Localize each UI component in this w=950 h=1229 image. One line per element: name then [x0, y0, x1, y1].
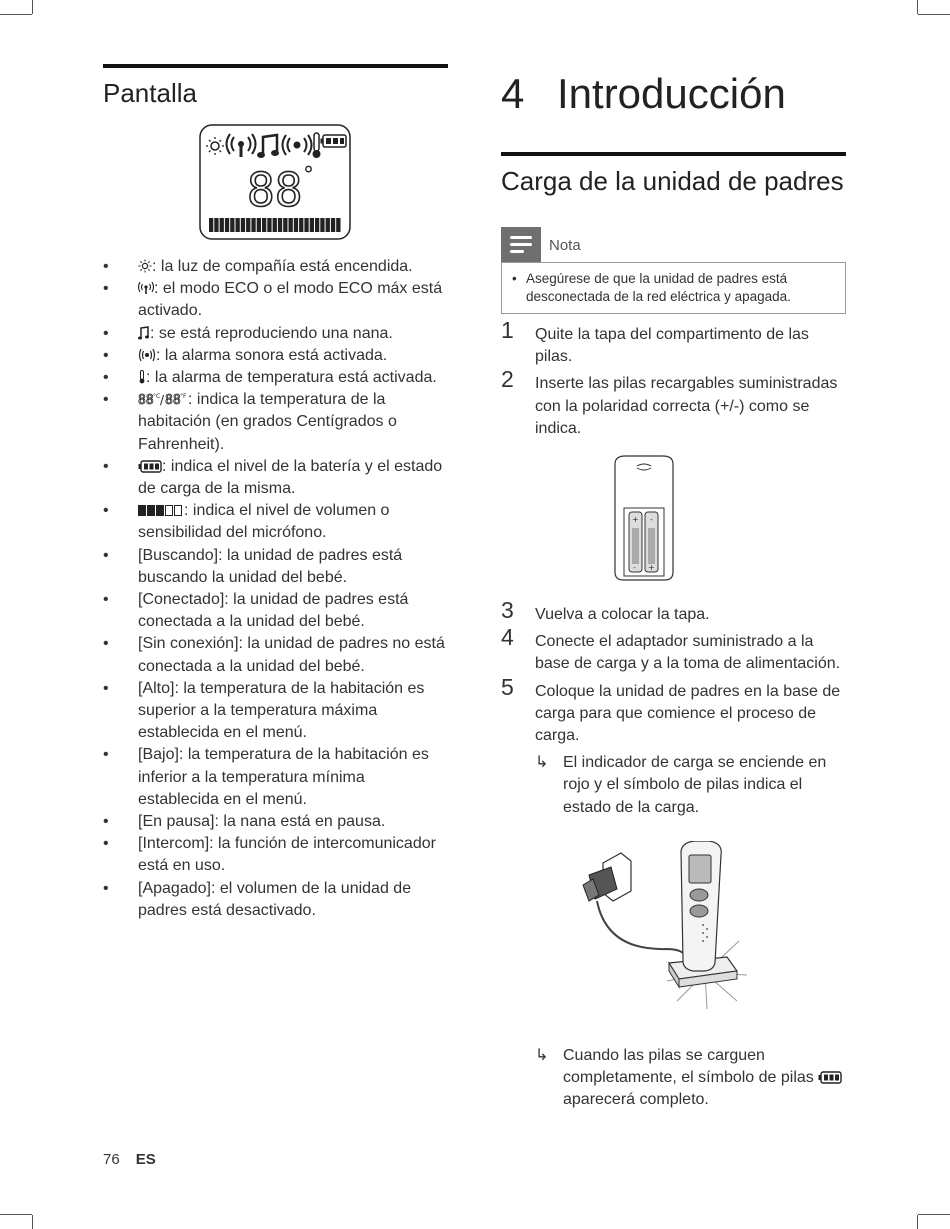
volume-segment: [220, 218, 224, 232]
left-column: [103, 64, 448, 922]
display-icon-list: [103, 256, 448, 922]
step-item: [501, 673, 846, 748]
item-term: [Conectado]: [138, 591, 225, 609]
step-text: Vuelva a colocar la tapa.: [535, 606, 710, 624]
item-description: : la luz de compañía está encendida.: [152, 258, 413, 275]
svg-text:88: 88: [138, 393, 154, 407]
bullet-icon: •: [103, 369, 109, 387]
crop-mark: [918, 1214, 950, 1215]
parent-unit-back-icon: [609, 454, 679, 584]
result-arrow-icon: ↳: [535, 1046, 549, 1064]
battery-full-icon: [818, 1071, 842, 1084]
note-box: [501, 262, 846, 314]
svg-text:-: -: [633, 563, 636, 573]
bullet-icon: •: [103, 346, 109, 364]
step-text: Conecte el adaptador suministrado a la base de carga y a la toma de alimentación.: [535, 633, 841, 673]
volume-segment: [299, 218, 303, 232]
lcd-icon: [199, 124, 351, 240]
item-term: [En pausa]: [138, 813, 215, 831]
display-list-item: [103, 500, 448, 544]
charging-base-icon: [577, 841, 747, 1011]
step-text: Quite la tapa del compartimento de las pilas.: [535, 326, 809, 366]
crop-mark: [917, 0, 918, 14]
crop-mark: [32, 1215, 33, 1229]
result-text: El indicador de carga se enciende en rojo y el símbolo de pilas indica el estado de la carga.: [563, 754, 827, 816]
result-text-before: Cuando las pilas se carguen completamente, el símbolo de pilas: [563, 1046, 814, 1087]
bullet-icon: •: [103, 879, 109, 897]
bullet-icon: •: [103, 746, 109, 764]
section-title: Carga de la unidad de padres: [501, 166, 844, 196]
step-number: 3: [501, 597, 514, 624]
note-text: Asegúrese de que la unidad de padres está desconectada de la red eléctrica y apagada.: [526, 271, 791, 304]
display-list-item: [103, 278, 448, 322]
chapter-title: Introducción: [557, 70, 786, 117]
display-list-item: [103, 833, 448, 877]
steps-list: [501, 317, 846, 440]
volume-segment: [251, 218, 255, 232]
lcd-degree: °: [303, 163, 314, 188]
volume-segment: [273, 218, 277, 232]
crop-mark: [0, 14, 32, 15]
sound-alarm-icon: [138, 347, 156, 364]
display-list-item: [103, 633, 448, 677]
crop-mark: [917, 1215, 918, 1229]
item-description: : la temperatura de la habitación es superior a la temperatura máxima establecida en el menú.: [138, 679, 425, 742]
volume-segment: [331, 218, 335, 232]
step-number: 1: [501, 317, 514, 343]
volume-segment: [320, 218, 324, 232]
battery-icon: [138, 458, 162, 475]
step-text: Inserte las pilas recargables suministradas con la polaridad correcta (+/-) como se indica.: [535, 375, 838, 437]
note-header: [501, 228, 846, 262]
bullet-icon: •: [103, 591, 109, 609]
volume-segment: [283, 218, 287, 232]
volume-segment: [310, 218, 314, 232]
bullet-icon: •: [103, 391, 109, 409]
volume-segment: [246, 218, 250, 232]
step-text: Coloque la unidad de padres en la base de carga para que comience el proceso de carga.: [535, 682, 841, 745]
volume-segment: [294, 218, 298, 232]
volume-segment: [225, 218, 229, 232]
bullet-icon: •: [103, 457, 109, 475]
display-list-item: [103, 256, 448, 278]
step-number: 2: [501, 366, 514, 393]
crop-mark: [0, 1214, 32, 1215]
item-description: : la unidad de padres no está conectada a la unidad del bebé.: [138, 635, 445, 675]
item-term: [Apagado]: [138, 879, 211, 897]
svg-text:+: +: [632, 515, 639, 525]
display-list-item: [103, 456, 448, 500]
right-column: [501, 64, 846, 1111]
volume-segment: [236, 218, 240, 232]
display-list-item: [103, 345, 448, 367]
item-description: : la alarma de temperatura está activada.: [146, 369, 437, 387]
bullet-icon: •: [103, 813, 109, 831]
item-description: : la función de intercomunicador está en uso.: [138, 835, 436, 875]
bullet-icon: •: [103, 258, 109, 275]
display-list-item: [103, 589, 448, 633]
item-description: : la temperatura de la habitación es inferior a la temperatura mínima establecida en el menú.: [138, 746, 429, 808]
item-term: [Bajo]: [138, 746, 179, 764]
item-description: : el modo ECO o el modo ECO máx está activado.: [138, 280, 443, 320]
volume-segment: [257, 218, 261, 232]
lcd-digits: 88: [247, 163, 303, 217]
svg-text:/: /: [160, 393, 165, 407]
bullet-icon: •: [103, 546, 109, 564]
item-description: : indica la temperatura de la habitación (en grados Centígrados o Fahrenheit).: [138, 391, 397, 453]
step-result: [535, 752, 846, 819]
section-rule: [501, 152, 846, 156]
volume-segment: [278, 218, 282, 232]
result-text-after: aparecerá completo.: [563, 1091, 709, 1109]
bullet-icon: •: [512, 271, 517, 286]
volume-segment: [326, 218, 330, 232]
lcd-display-illustration: [199, 124, 351, 240]
bullet-icon: •: [103, 635, 109, 653]
language-code: ES: [135, 1151, 156, 1168]
bullet-icon: •: [103, 280, 109, 298]
svg-text:-: -: [650, 515, 653, 525]
item-description: : el volumen de la unidad de padres está desactivado.: [138, 879, 412, 919]
svg-text:+: +: [648, 563, 655, 573]
thermometer-icon: [138, 369, 146, 386]
item-term: [Intercom]: [138, 835, 210, 853]
display-list-item: [103, 323, 448, 345]
display-heading: Pantalla: [103, 78, 197, 108]
volume-segment: [230, 218, 234, 232]
svg-text:88: 88: [165, 393, 181, 407]
volume-segment: [289, 218, 293, 232]
page-footer: [103, 1151, 156, 1168]
music-note-icon: [138, 325, 150, 342]
item-term: [Sin conexión]: [138, 635, 239, 653]
display-list-item: [103, 744, 448, 811]
volume-segment: [214, 218, 218, 232]
display-list-item: [103, 878, 448, 922]
volume-segment: [336, 218, 340, 232]
volume-segment: [262, 218, 266, 232]
step-item: [501, 366, 846, 440]
crop-mark: [32, 0, 33, 14]
item-description: : la alarma sonora está activada.: [156, 346, 388, 364]
steps-list: [501, 597, 846, 747]
item-term: [Buscando]: [138, 546, 219, 564]
bullet-icon: •: [103, 835, 109, 853]
item-term: [Alto]: [138, 679, 175, 697]
display-list-item: [103, 811, 448, 833]
light-icon: [138, 258, 152, 275]
display-list-item: [103, 367, 448, 389]
crop-mark: [918, 14, 950, 15]
bullet-icon: •: [103, 679, 109, 697]
bullet-icon: •: [103, 324, 109, 342]
item-description: : la unidad de padres está buscando la unidad del bebé.: [138, 546, 403, 586]
charging-illustration: [577, 841, 747, 1011]
result-arrow-icon: ↳: [535, 754, 549, 772]
note-label: Nota: [549, 236, 581, 254]
item-description: : la unidad de padres está conectada a la unidad del bebé.: [138, 591, 409, 631]
note-icon: [501, 227, 541, 263]
svg-text:°F: °F: [180, 393, 187, 401]
page-number: 76: [103, 1151, 120, 1168]
step-number: 4: [501, 624, 514, 651]
volume-segment: [209, 218, 213, 232]
volume-segment: [241, 218, 245, 232]
temperature-units-icon: [138, 391, 188, 408]
step-result: [535, 1045, 846, 1112]
section-rule: [103, 64, 448, 68]
volume-segment: [315, 218, 319, 232]
volume-level-icon: [138, 502, 184, 519]
item-description: : la nana está en pausa.: [214, 813, 386, 831]
battery-compartment-illustration: [609, 454, 679, 584]
svg-text:°C: °C: [153, 393, 161, 401]
step-item: [501, 317, 846, 368]
display-list-item: [103, 389, 448, 456]
bullet-icon: •: [103, 502, 109, 520]
eco-mode-icon: [138, 280, 154, 297]
step-item: [501, 624, 846, 675]
chapter-heading: [501, 70, 846, 132]
volume-segment: [267, 218, 271, 232]
step-item: [501, 597, 846, 626]
step-number: 5: [501, 673, 514, 700]
item-description: : indica el nivel de volumen o sensibilidad del micrófono.: [138, 502, 390, 542]
chapter-number: 4: [501, 70, 525, 117]
volume-segment: [304, 218, 308, 232]
display-list-item: [103, 545, 448, 589]
display-list-item: [103, 678, 448, 745]
item-description: : se está reproduciendo una nana.: [150, 324, 393, 342]
item-description: : indica el nivel de la batería y el estado de carga de la misma.: [138, 457, 443, 498]
